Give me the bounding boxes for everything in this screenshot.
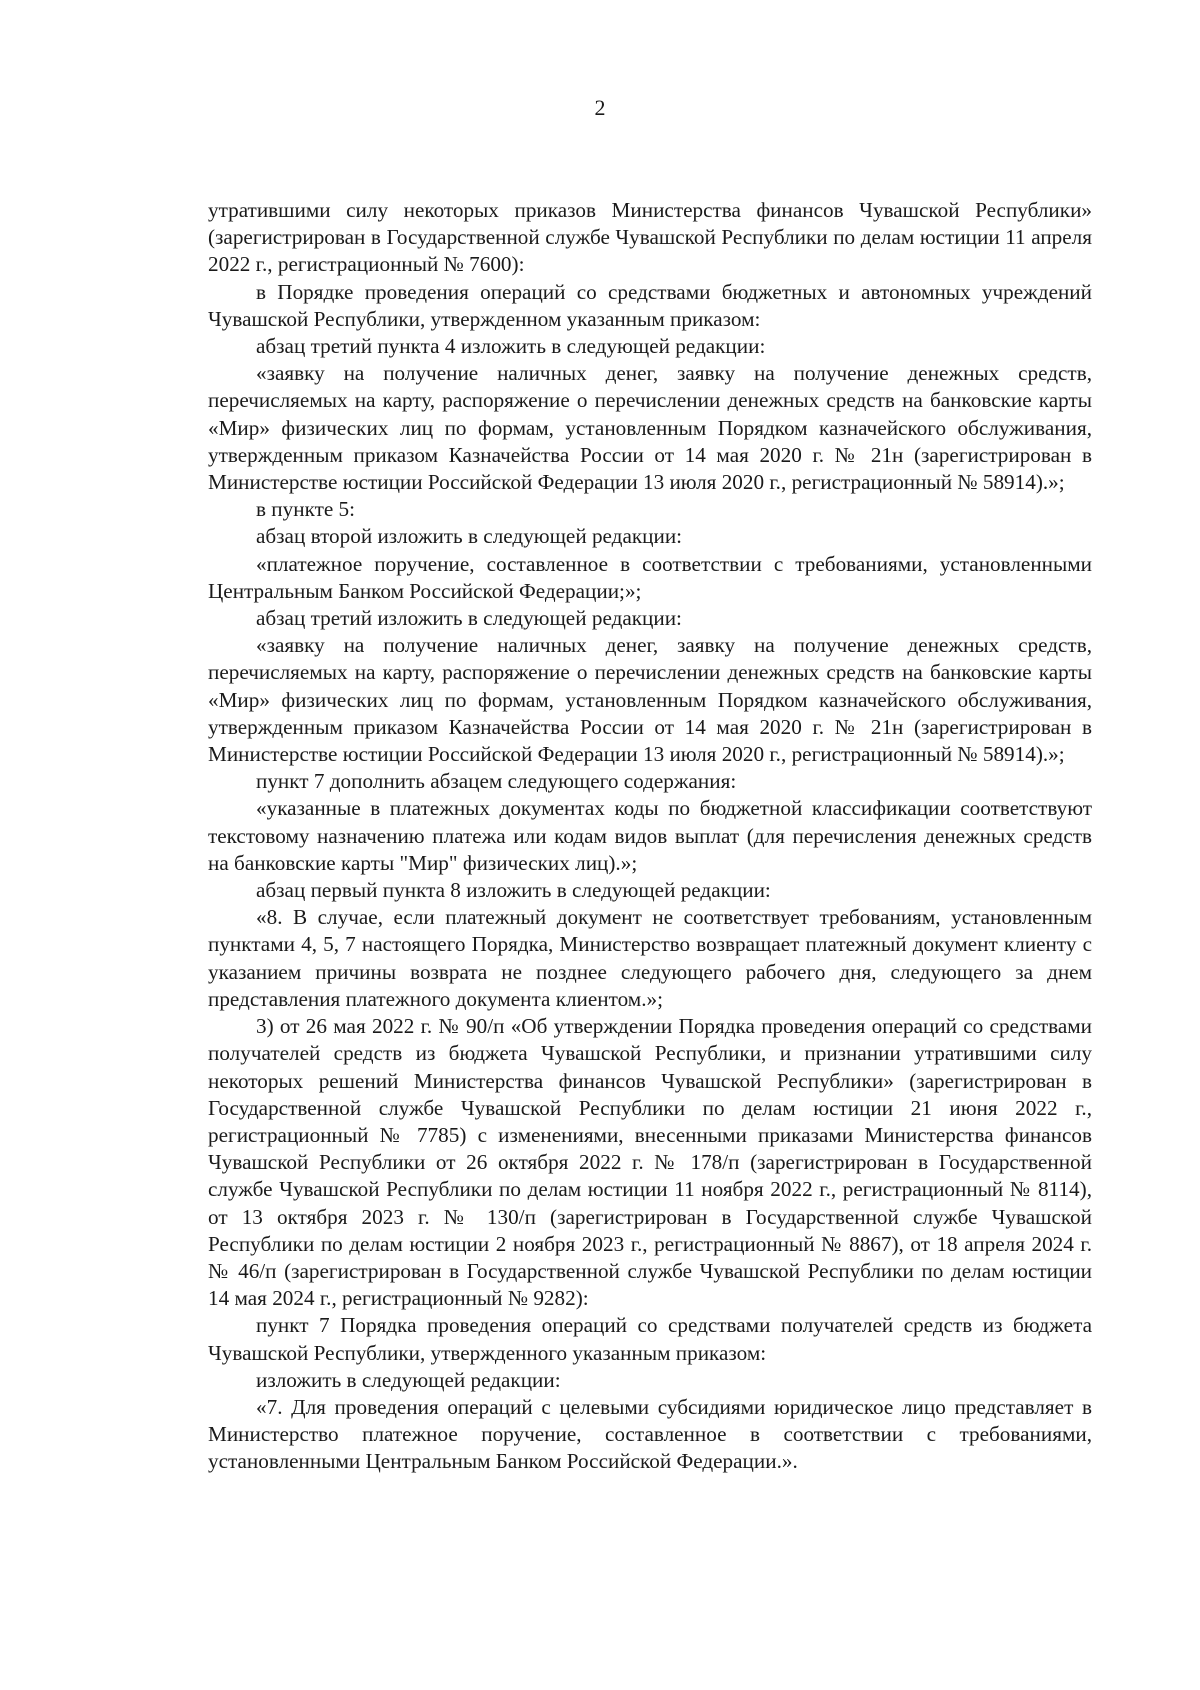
paragraph-point7-instruction: пункт 7 дополнить абзацем следующего содержания: xyxy=(256,769,737,794)
paragraph-point4-instruction: абзац третий пункта 4 изложить в следующей редакции: xyxy=(256,334,766,359)
paragraph-item3-instruction: изложить в следующей редакции: xyxy=(256,1367,561,1392)
paragraph-point5-heading: в пункте 5: xyxy=(256,497,356,522)
paragraph-item3-text: «7. Для проведения операций с целевыми субсидиями юридическое лицо представляет в Министерство платежное поручение, составленное в соответствии с требованиями, установленными Центральным Банком Российской Федерации.». xyxy=(208,1394,1092,1474)
paragraph-point5-third-text: «заявку на получение наличных денег, заявку на получение денежных средств, перечисляемых на карту, распоряжение о перечислении денежных средств на банковские карты «Мир» физических лиц по формам, установленным Порядком казначейского обслуживания, утвержденным приказом Казначейства России от 14 мая 2020 г. № 21н (зарегистрирован в Министерстве юстиции Российской Федерации 13 июля 2020 г., регистрационный № 58914).»; xyxy=(208,633,1092,767)
paragraph-point7-text: «указанные в платежных документах коды по бюджетной классификации соответствуют текстовому назначению платежа или кодам видов выплат (для перечисления денежных средств на банковские карты "Мир" физических лиц).»; xyxy=(208,796,1092,875)
paragraph-point5-second-text: «платежное поручение, составленное в соответствии с требованиями, установленными Центральным Банком Российской Федерации;»; xyxy=(208,551,1092,603)
paragraph-point4-text: «заявку на получение наличных денег, заявку на получение денежных средств, перечисляемых на карту, распоряжение о перечислении денежных средств на банковские карты «Мир» физических лиц по формам, установленным Порядком казначейского обслуживания, утвержденным приказом Казначейства России от 14 мая 2020 г. № 21н (зарегистрирован в Министерстве юстиции Российской Федерации 13 июля 2020 г., регистрационный № 58914).»; xyxy=(208,361,1092,495)
page-number: 2 xyxy=(594,95,606,120)
document-body xyxy=(208,197,1092,1476)
paragraph-point5-second-instruction: абзац второй изложить в следующей редакции: xyxy=(256,524,683,549)
paragraph-point8-instruction: абзац первый пункта 8 изложить в следующей редакции: xyxy=(256,878,771,903)
paragraph-order-intro: в Порядке проведения операций со средствами бюджетных и автономных учреждений Чувашской Республики, утвержденном указанным приказом: xyxy=(208,279,1092,331)
paragraph-continuation: утратившими силу некоторых приказов Министерства финансов Чувашской Республики» (зарегистрирован в Государственной службе Чувашской Республики по делам юстиции 11 апреля 2022 г., регистрационный № 7600): xyxy=(208,198,1092,277)
paragraph-point5-third-instruction: абзац третий изложить в следующей редакции: xyxy=(256,606,682,631)
paragraph-item3-point7-intro: пункт 7 Порядка проведения операций со средствами получателей средств из бюджета Чувашской Республики, утвержденного указанным приказом: xyxy=(208,1313,1092,1365)
paragraph-point8-text: «8. В случае, если платежный документ не соответствует требованиям, установленным пунктами 4, 5, 7 настоящего Порядка, Министерство возвращает платежный документ клиенту с указанием причины возврата не позднее следующего рабочего дня, следующего за днем представления платежного документа клиентом.»; xyxy=(208,905,1092,1011)
paragraph-item3-order: 3) от 26 мая 2022 г. № 90/п «Об утверждении Порядка проведения операций со средствами получателей средств из бюджета Чувашской Республики, и признании утратившими силу некоторых решений Министерства финансов Чувашской Республики» (зарегистрирован в Государственной службе Чувашской Республики по делам юстиции 21 июня 2022 г., регистрационный № 7785) с изменениями, внесенными приказами Министерства финансов Чувашской Республики от 26 октября 2022 г. № 178/п (зарегистрирован в Государственной службе Чувашской Республики по делам юстиции 11 ноября 2022 г., регистрационный № 8114), от 13 октября 2023 г. № 130/п (зарегистрирован в Государственной службе Чувашской Республики по делам юстиции 2 ноября 2023 г., регистрационный № 8867), от 18 апреля 2024 г. № 46/п (зарегистрирован в Государственной службе Чувашской Республики по делам юстиции 14 мая 2024 г., регистрационный № 9282): xyxy=(208,1014,1092,1311)
